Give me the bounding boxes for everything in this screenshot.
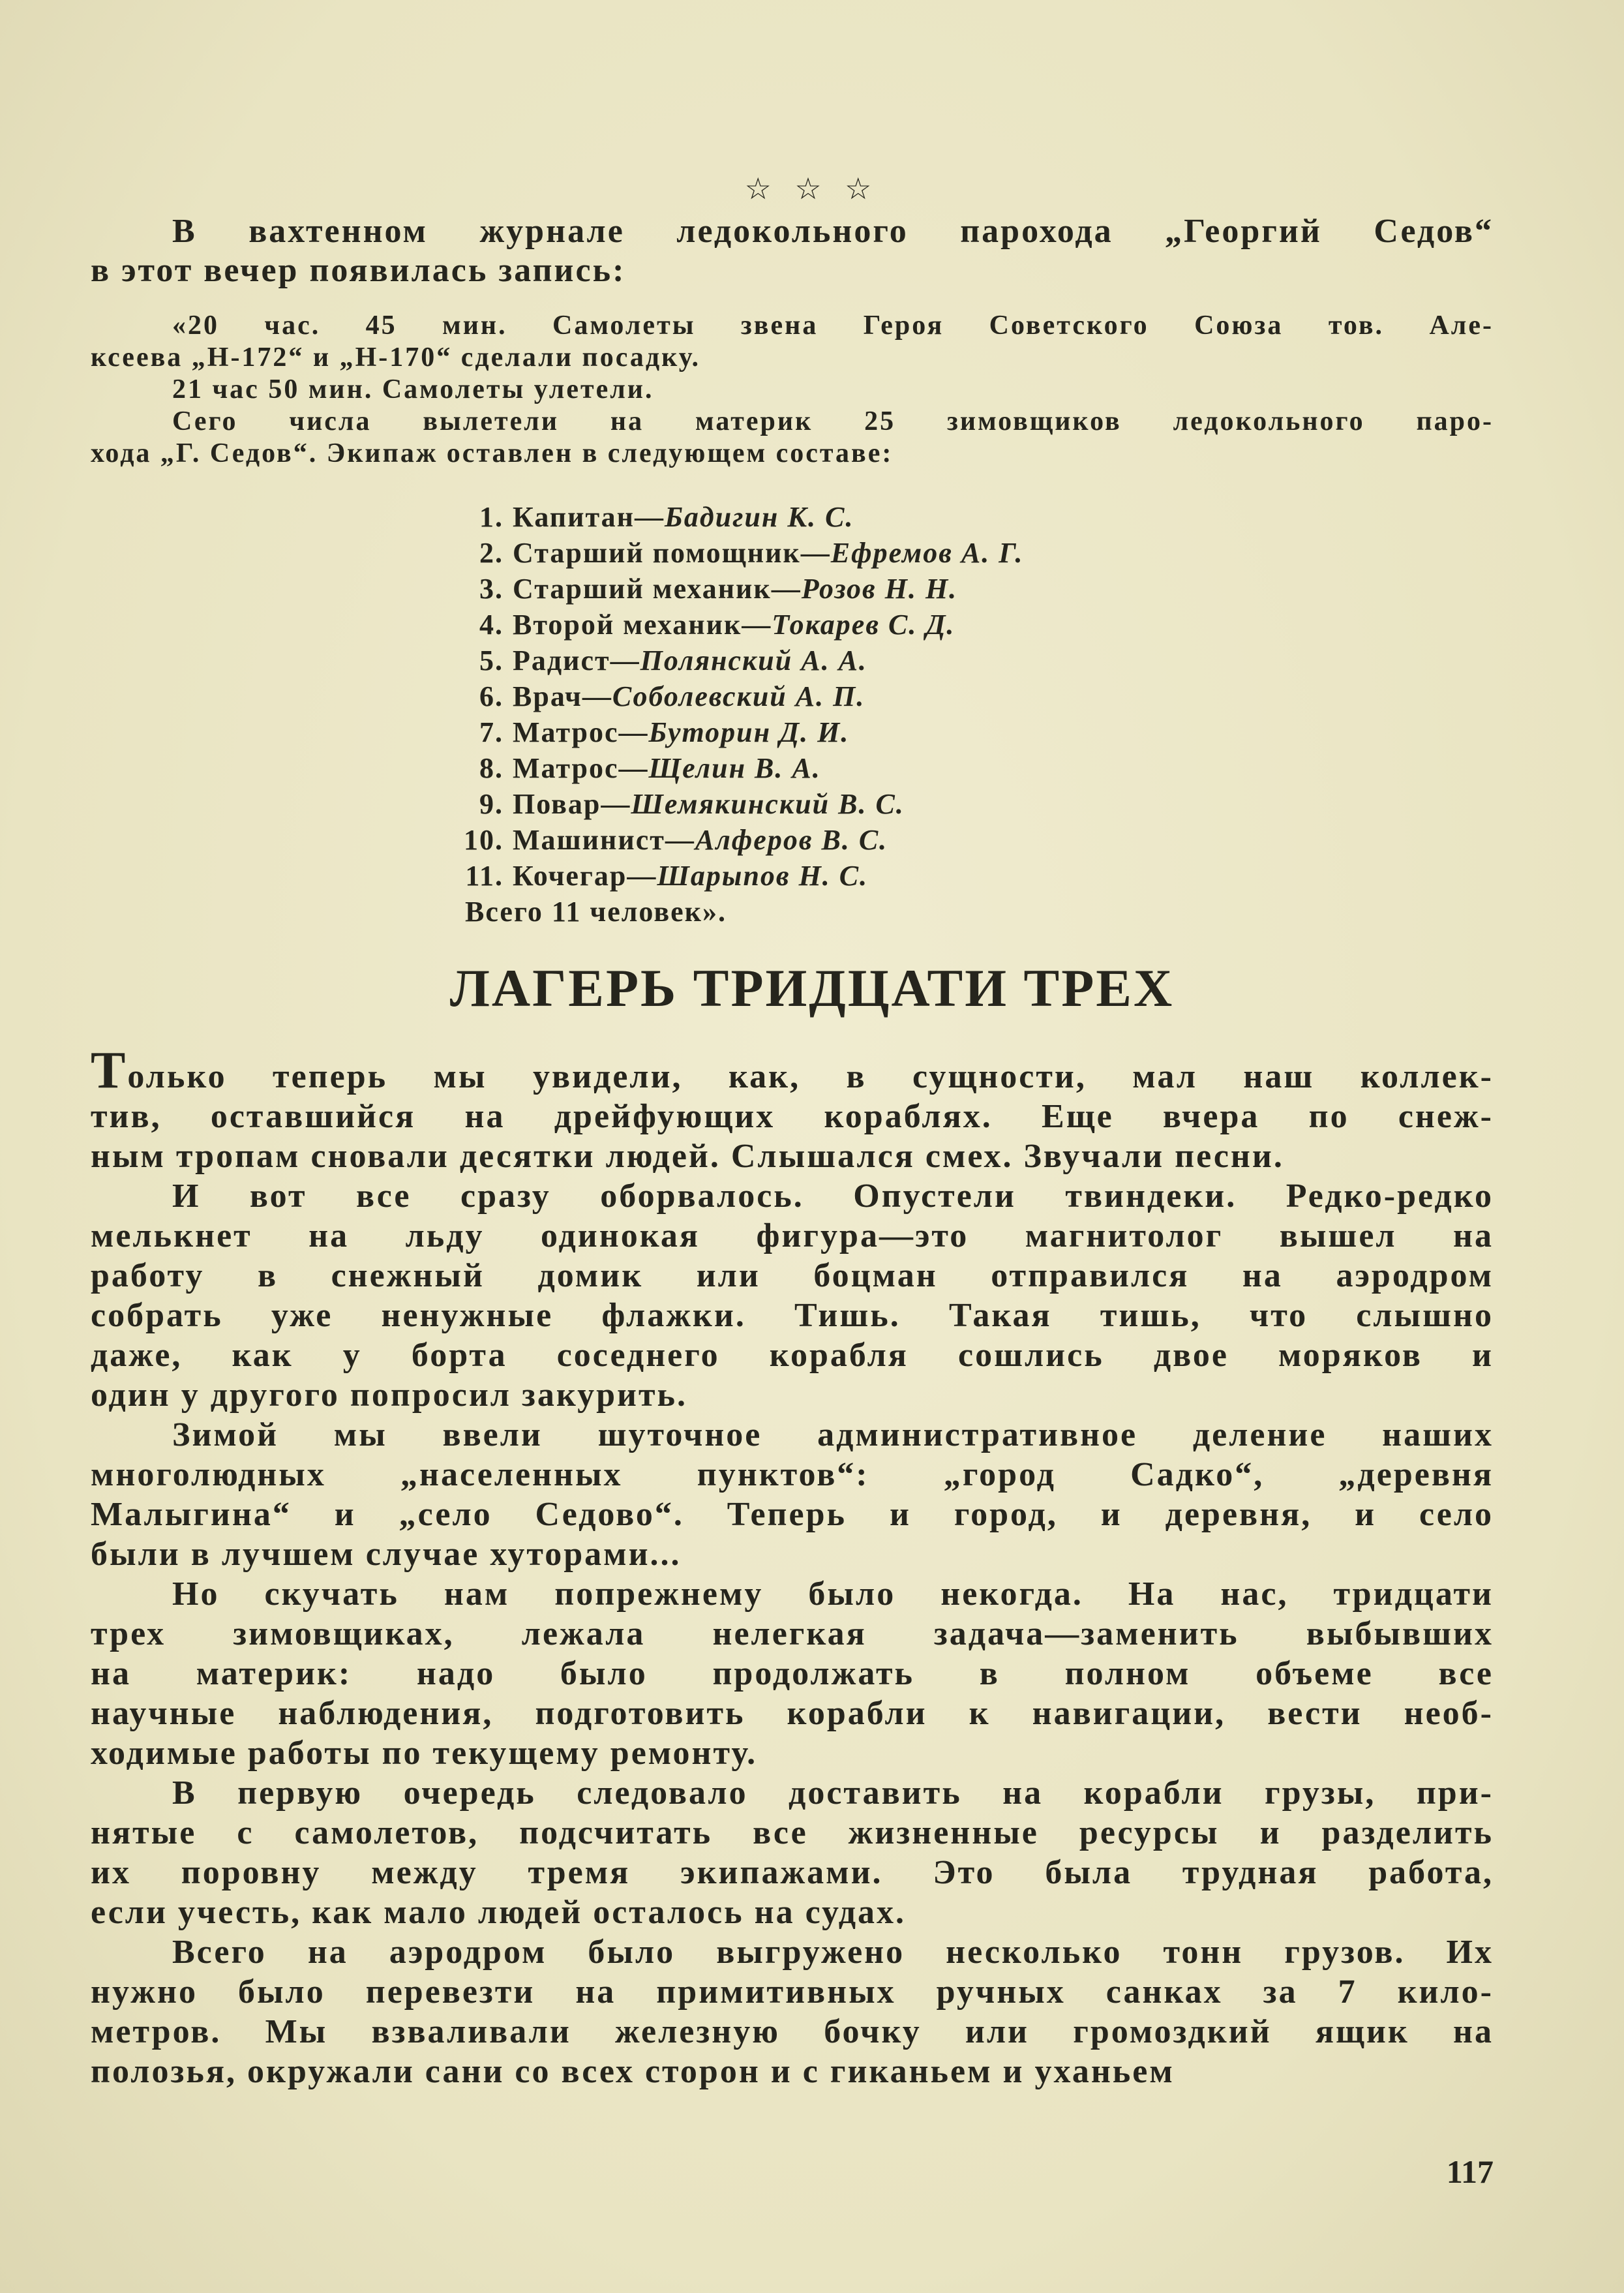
crew-number: 6. [479, 680, 504, 712]
text-line: нятые с самолетов, подсчитать все жизненные ресурсы и разделить [91, 1814, 1494, 1851]
log-entry-quote [91, 310, 1494, 470]
crew-number: 4. [479, 609, 504, 641]
crew-member-name: Розов Н. Н. [801, 573, 958, 605]
crew-member-name: Щелин В. А. [648, 752, 821, 784]
crew-number: 2. [479, 537, 504, 569]
text-line: научные наблюдения, подготовить корабли к навигации, вести необ- [91, 1695, 1494, 1732]
drop-cap: Т [91, 1042, 128, 1099]
crew-member-name: Шемякинский В. С. [631, 788, 905, 820]
crew-member-name: Токарев С. Д. [772, 609, 955, 641]
text-line: трех зимовщиках, лежала нелегкая задача—заменить выбывших [91, 1615, 1494, 1652]
intro-paragraph [91, 212, 1494, 290]
text-line: полозья, окружали сани со всех сторон и с гиканьем и уханьем [91, 2053, 1175, 2090]
text-line: И вот все сразу оборвалось. Опустели твиндеки. Редко-редко [172, 1177, 1494, 1215]
crew-number: 5. [479, 645, 504, 676]
text-line: 21 час 50 мин. Самолеты улетели. [172, 374, 654, 404]
crew-list-item [457, 822, 1023, 858]
crew-number: 11. [465, 860, 504, 892]
crew-member-name: Бадигин К. С. [664, 501, 854, 533]
crew-role: Старший помощник— [513, 537, 831, 569]
crew-list [457, 499, 1023, 930]
page-number: 117 [1446, 2153, 1494, 2190]
crew-list-item [457, 535, 1023, 571]
crew-role: Второй механик— [513, 609, 772, 641]
text-line: ным тропам сновали десятки людей. Слышался смех. Звучали песни. [91, 1138, 1284, 1175]
text-line: мелькнет на льду одинокая фигура—это магнитолог вышел на [91, 1217, 1494, 1254]
crew-role: Капитан— [513, 501, 665, 533]
text-line: в этот вечер появилась запись: [91, 252, 626, 289]
text-line: их поровну между тремя экипажами. Это была трудная работа, [91, 1854, 1494, 1891]
crew-role: Матрос— [513, 752, 649, 784]
crew-member-name: Ефремов А. Г. [830, 537, 1024, 569]
crew-list-item [457, 499, 1023, 535]
text-line: Малыгина“ и „село Седово“. Теперь и город, и деревня, и село [91, 1496, 1494, 1533]
text-line: Зимой мы ввели шуточное административное деление наших [172, 1416, 1494, 1453]
crew-member-name: Полянский А. А. [640, 645, 867, 676]
crew-list-item [457, 750, 1023, 786]
text-line: Сего числа вылетели на материк 25 зимовщиков ледокольного паро- [172, 406, 1494, 436]
text-line: один у другого попросил закурить. [91, 1376, 688, 1414]
crew-list-item [457, 714, 1023, 750]
crew-number: 8. [479, 752, 504, 784]
text-line: были в лучшем случае хуторами... [91, 1536, 682, 1573]
crew-role: Старший механик— [513, 573, 802, 605]
crew-member-name: Шарыпов Н. С. [657, 860, 869, 892]
chapter-body [91, 1042, 1494, 2091]
crew-role: Машинист— [513, 824, 695, 856]
text-line: работу в снежный домик или боцман отправился на аэродром [91, 1257, 1494, 1294]
crew-number: 9. [479, 788, 504, 820]
crew-total: Всего 11 человек». [465, 896, 727, 928]
chapter-title: ЛАГЕРЬ ТРИДЦАТИ ТРЕХ [449, 958, 1175, 1018]
text-line: нужно было перевезти на примитивных ручных санках за 7 кило- [91, 1973, 1494, 2011]
crew-role: Кочегар— [513, 860, 657, 892]
text-line: многолюдных „населенных пунктов“: „город Садко“, „деревня [91, 1456, 1494, 1493]
text-line: метров. Мы взваливали железную бочку или громоздкий ящик на [91, 2013, 1494, 2050]
text-line: В первую очередь следовало доставить на корабли грузы, при- [172, 1774, 1494, 1812]
crew-role: Повар— [513, 788, 631, 820]
text-line: Всего на аэродром было выгружено несколько тонн грузов. Их [172, 1934, 1494, 1971]
text-line: Только теперь мы увидели, как, в сущности, мал наш коллек- [91, 1042, 1494, 1099]
crew-list-item [457, 786, 1023, 822]
crew-number: 7. [479, 716, 504, 748]
crew-number: 10. [464, 824, 504, 856]
text-line: на материк: надо было продолжать в полном объеме все [91, 1655, 1494, 1692]
crew-list-item [457, 858, 1023, 894]
text-line: хода „Г. Седов“. Экипаж оставлен в следующем составе: [91, 438, 894, 468]
crew-role: Радист— [513, 645, 640, 676]
crew-member-name: Алферов В. С. [695, 824, 888, 856]
text-line: В вахтенном журнале ледокольного парохода „Георгий Седов“ [172, 213, 1494, 250]
section-separator: ☆ ☆ ☆ [744, 172, 880, 205]
text-line: ходимые работы по текущему ремонту. [91, 1735, 758, 1772]
text-line: собрать уже ненужные флажки. Тишь. Такая тишь, что слышно [91, 1297, 1494, 1334]
text-line: если учесть, как мало людей осталось на судах. [91, 1894, 907, 1931]
crew-number: 3. [479, 573, 504, 605]
crew-list-item [457, 571, 1023, 607]
crew-role: Врач— [513, 680, 612, 712]
crew-member-name: Соболевский А. П. [612, 680, 865, 712]
text-line: даже, как у борта соседнего корабля сошлись двое моряков и [91, 1337, 1494, 1374]
text-line: тив, оставшийся на дрейфующих кораблях. Еще вчера по снеж- [91, 1098, 1494, 1135]
crew-list-item [457, 643, 1023, 678]
crew-role: Матрос— [513, 716, 649, 748]
crew-number: 1. [479, 501, 504, 533]
crew-list-item [457, 678, 1023, 714]
text-line: «20 час. 45 мин. Самолеты звена Героя Советского Союза тов. Але- [172, 311, 1494, 341]
crew-list-item [457, 607, 1023, 643]
crew-member-name: Буторин Д. И. [648, 716, 850, 748]
text-line: Но скучать нам попрежнему было некогда. На нас, тридцати [172, 1575, 1494, 1613]
text-line: ксеева „Н-172“ и „Н-170“ сделали посадку. [91, 342, 701, 372]
